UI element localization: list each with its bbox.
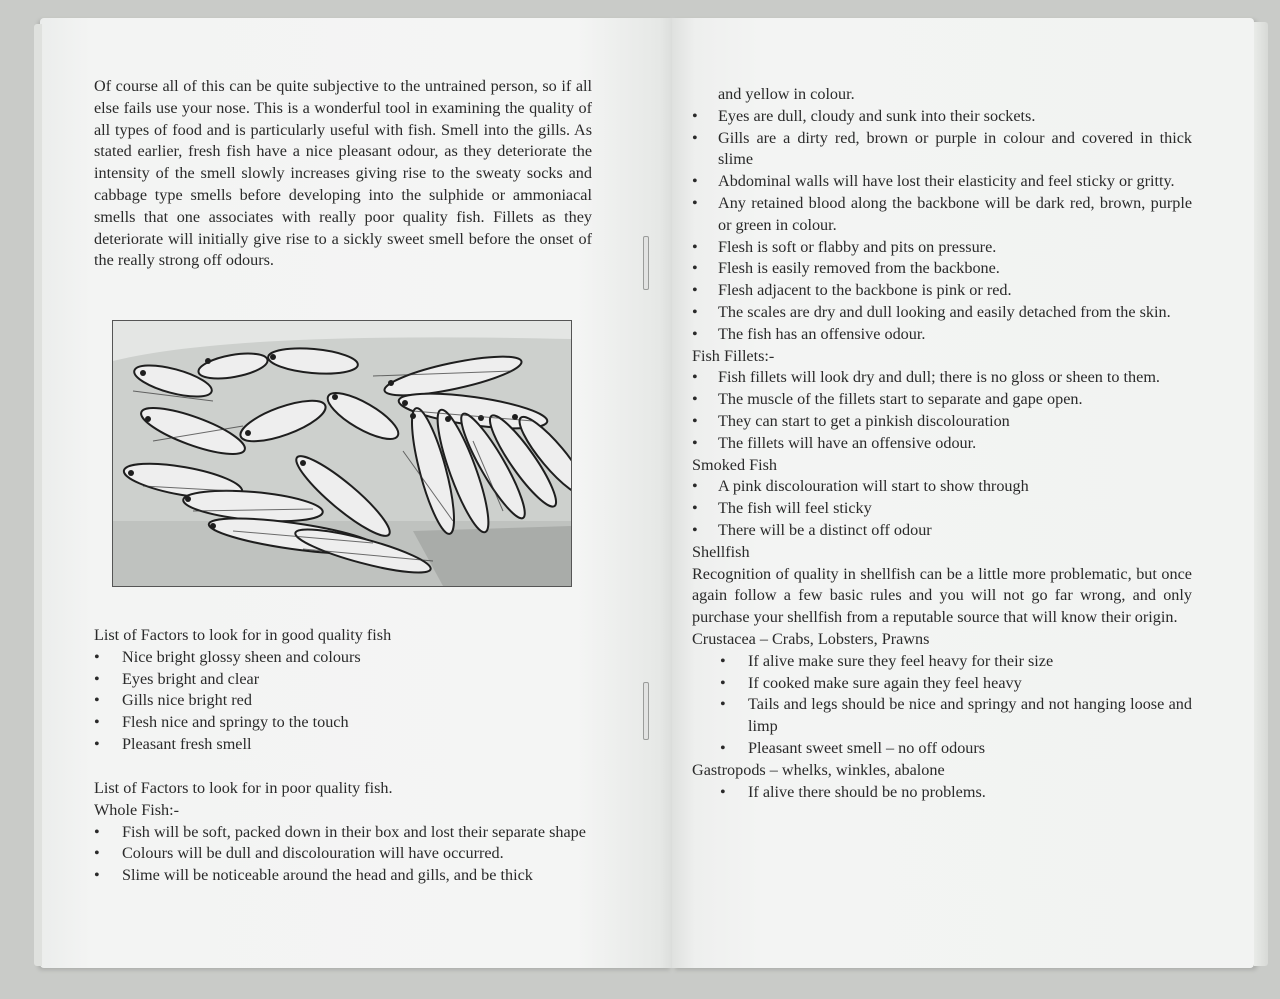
list-item: • Eyes are dull, cloudy and sunk into their sockets. [692, 106, 1036, 125]
smoked-fish-list [692, 476, 1192, 541]
list-item: • Flesh adjacent to the backbone is pink or red. [692, 281, 1012, 300]
fish-illustration [112, 320, 572, 587]
list-item: • A pink discolouration will start to show through [692, 477, 1029, 496]
list-item: • Slime will be noticeable around the head and gills, and be thick [94, 866, 533, 885]
right-column [692, 84, 1192, 803]
list-item: • Gills nice bright red [94, 691, 252, 710]
list-item: • Gills are a dirty red, brown or purple in colour and covered in thick slime [692, 128, 1192, 169]
good-quality-heading: List of Factors to look for in good quality fish [94, 626, 392, 644]
shellfish-paragraph: Recognition of quality in shellfish can be a little more problematic, but once again follow a few basic rules and you will not go far wrong, and only purchase your shellfish from a reputable source that will know their origin. [692, 564, 1192, 627]
gastropods-heading: Gastropods – whelks, winkles, abalone [692, 760, 945, 779]
continuation-line: and yellow in colour. [718, 85, 855, 103]
poor-quality-section [94, 778, 592, 887]
open-booklet [34, 18, 1260, 973]
gastropods-list [692, 782, 1192, 804]
left-page-edge [34, 24, 42, 966]
whole-fish-list [94, 822, 592, 887]
list-item: • Eyes bright and clear [94, 669, 260, 688]
list-item: • If cooked make sure again they feel heavy [720, 673, 1022, 692]
staple-bottom [643, 682, 649, 740]
right-page-edge [1254, 22, 1268, 966]
list-item: • Tails and legs should be nice and springy and not hanging loose and limp [720, 695, 1192, 736]
good-quality-section [94, 625, 592, 756]
poor-quality-heading: List of Factors to look for in poor quality fish. [94, 779, 393, 797]
staple-top [643, 236, 649, 290]
good-quality-list [94, 647, 592, 756]
list-item: • There will be a distinct off odour [692, 520, 932, 539]
fish-etching-image [113, 321, 571, 586]
smoked-fish-heading: Smoked Fish [692, 455, 778, 474]
shellfish-heading: Shellfish [692, 542, 750, 561]
list-item: • They can start to get a pinkish discolouration [692, 411, 1010, 430]
list-item: • Fish fillets will look dry and dull; there is no gloss or sheen to them. [692, 368, 1160, 387]
list-item: • The scales are dry and dull looking and easily detached from the skin. [692, 302, 1171, 321]
crustacea-list [692, 651, 1192, 760]
list-item: • The fillets will have an offensive odour. [692, 433, 977, 452]
right-page [672, 18, 1254, 968]
list-item: • Flesh nice and springy to the touch [94, 713, 349, 732]
list-item: • If alive make sure they feel heavy for their size [720, 651, 1054, 670]
list-item: • Abdominal walls will have lost their elasticity and feel sticky or gritty. [692, 172, 1175, 191]
list-item: • Any retained blood along the backbone will be dark red, brown, purple or green in colour. [692, 193, 1192, 234]
list-item: • Flesh is easily removed from the backbone. [692, 259, 1000, 278]
list-item: • The fish has an offensive odour. [692, 324, 926, 343]
list-item: • Flesh is soft or flabby and pits on pressure. [692, 237, 997, 256]
list-item: • Fish will be soft, packed down in their box and lost their separate shape [94, 822, 586, 841]
whole-fish-heading: Whole Fish:- [94, 800, 179, 819]
fish-fillets-heading: Fish Fillets:- [692, 346, 775, 365]
list-item: • Pleasant sweet smell – no off odours [720, 738, 986, 757]
whole-fish-list-continued [692, 106, 1192, 346]
list-item: • The fish will feel sticky [692, 499, 872, 518]
intro-paragraph: Of course all of this can be quite subjective to the untrained person, so if all else fails use your nose. This is a wonderful tool in examining the quality of all types of food and is particularly useful with fish. Smell into the gills. As stated earlier, fresh fish have a nice pleasant odour, as they deteriorate the intensity of the smell slowly increases giving rise to the sweaty socks and cabbage type smells before developing into the sulphide or ammoniacal smells that one associates with really poor quality fish. Fillets as they deteriorate will initially give rise to a sickly sweet smell before the onset of the really strong off odours. [94, 77, 592, 270]
crustacea-heading: Crustacea – Crabs, Lobsters, Prawns [692, 629, 930, 648]
left-page [40, 18, 672, 968]
list-item: • The muscle of the fillets start to separate and gape open. [692, 390, 1083, 409]
list-item: • Nice bright glossy sheen and colours [94, 647, 361, 666]
list-item: • Colours will be dull and discolouration will have occurred. [94, 844, 504, 863]
list-item: • Pleasant fresh smell [94, 734, 252, 753]
fish-fillets-list [692, 367, 1192, 454]
list-item: • If alive there should be no problems. [720, 782, 986, 801]
